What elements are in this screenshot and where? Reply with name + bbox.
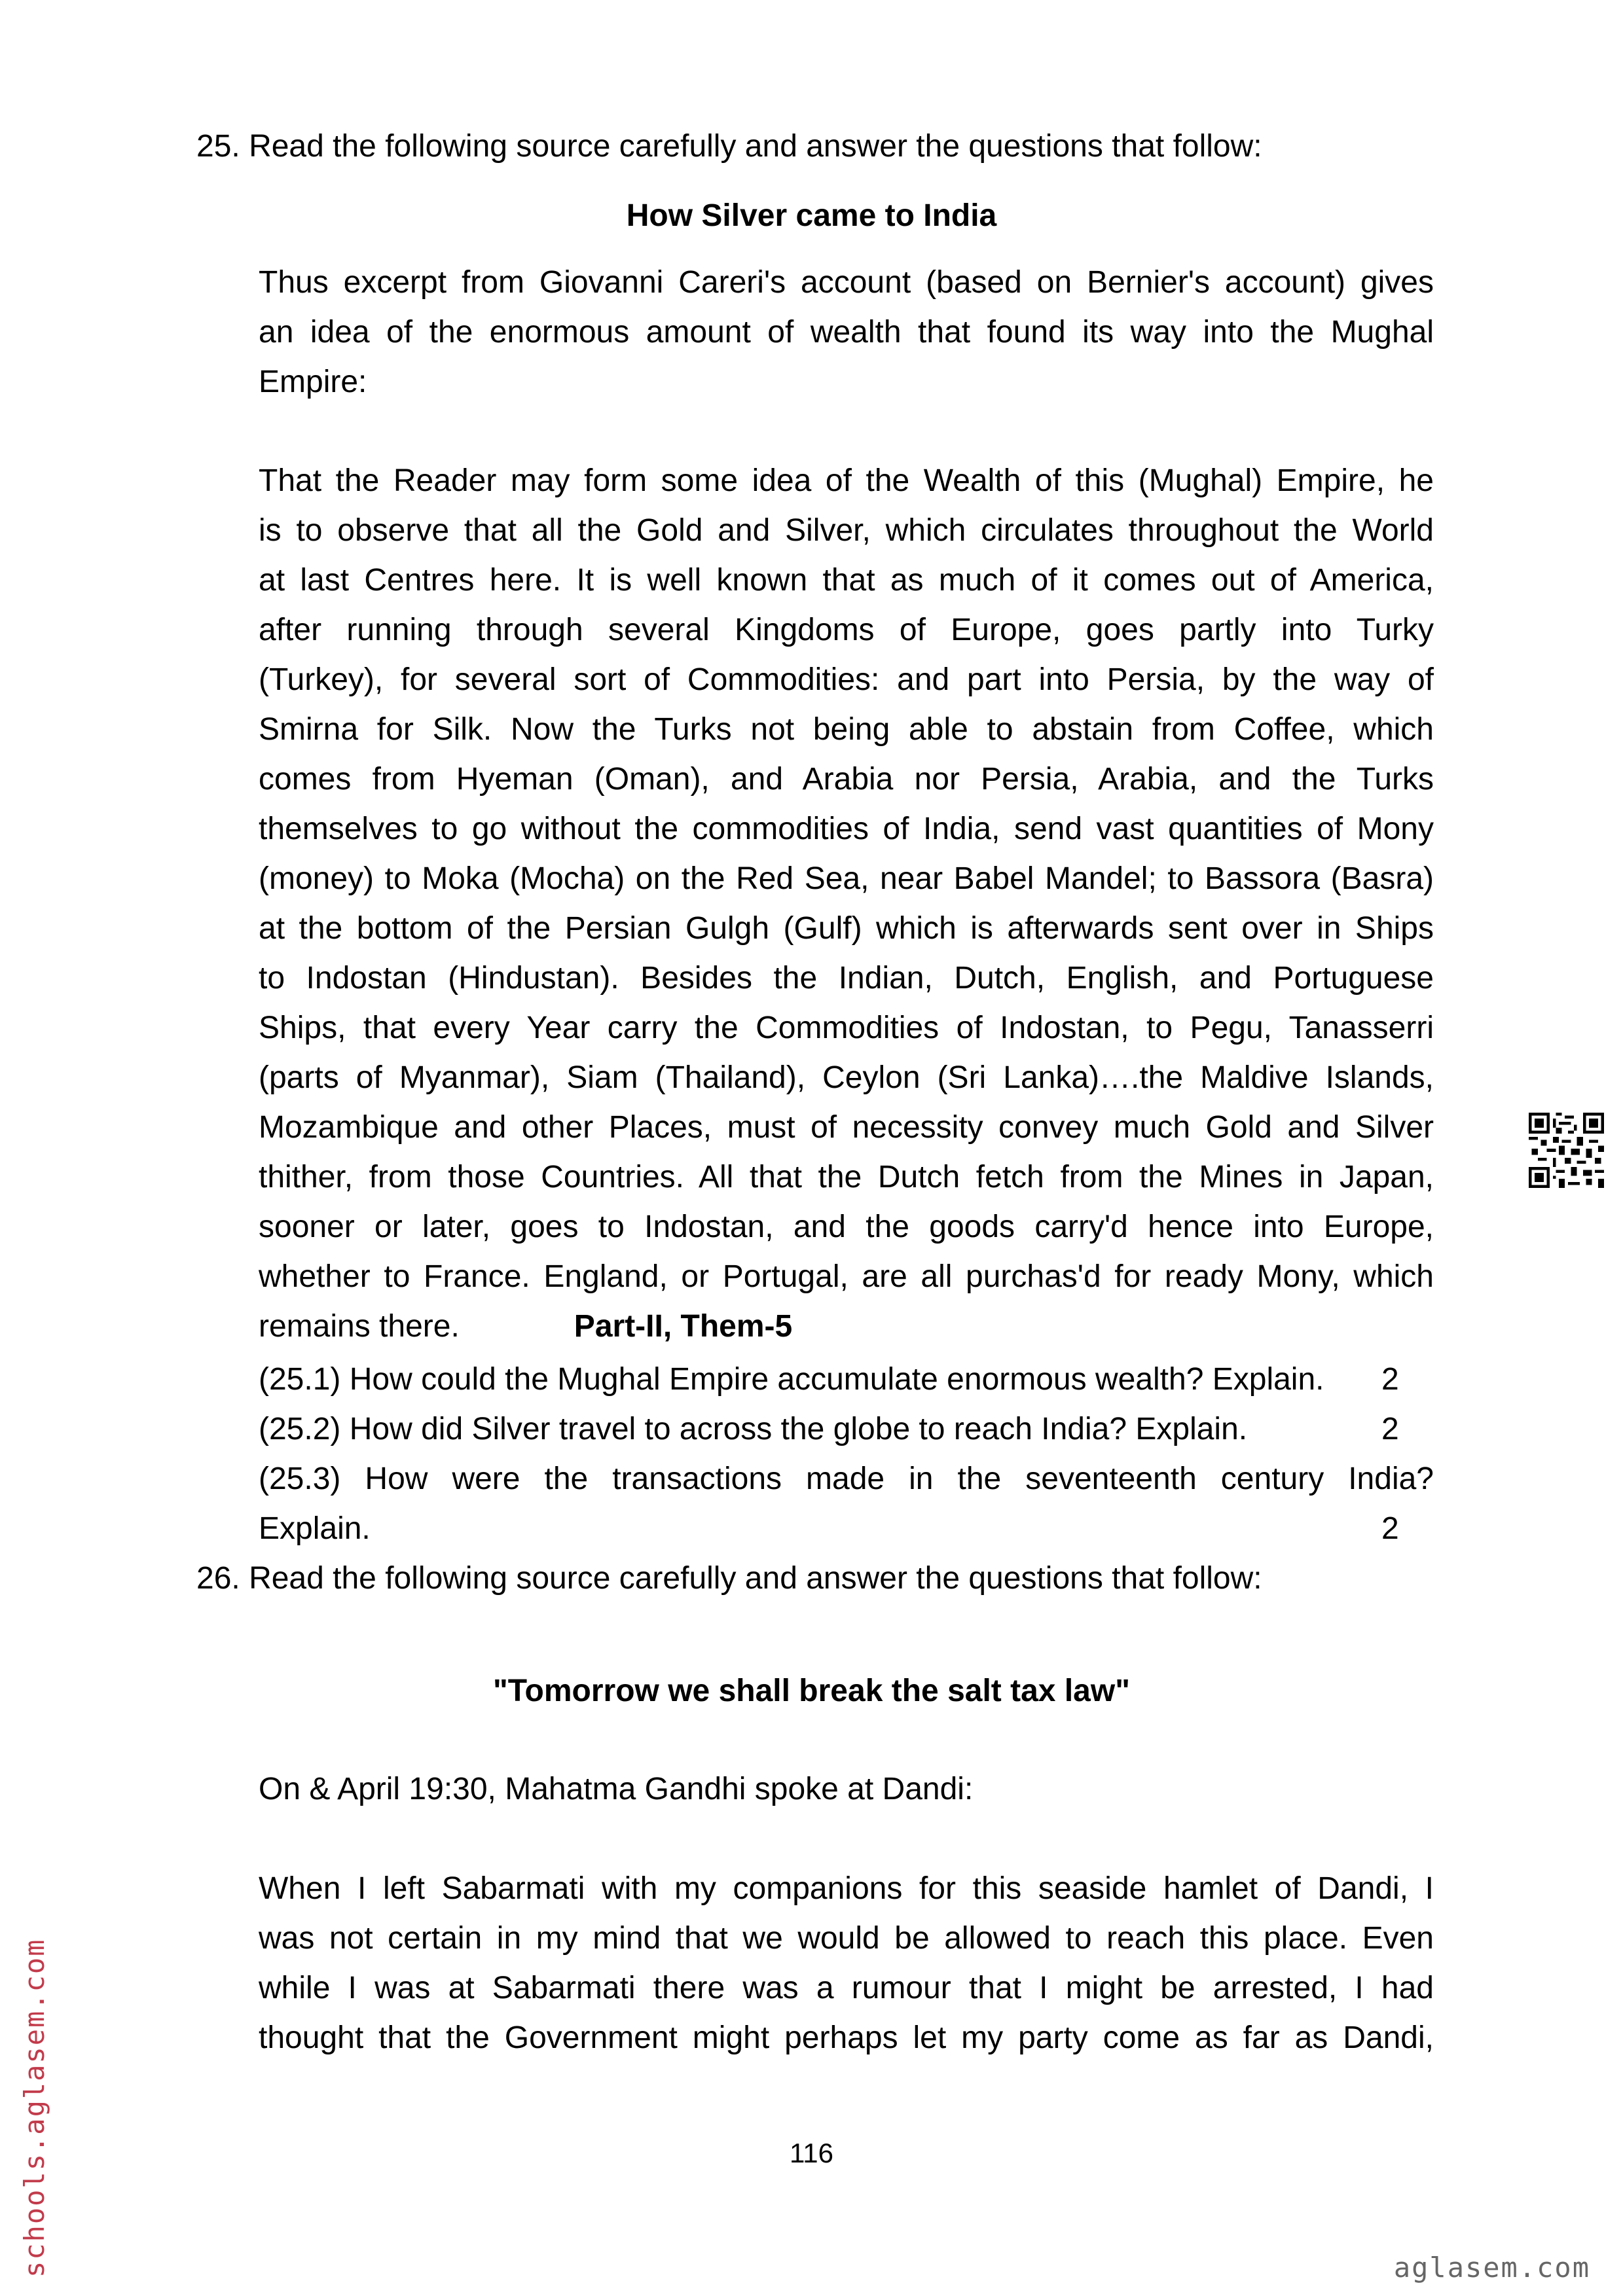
q26-intro: 26. Read the following source carefully and answer the questions that follow: [196,1561,1262,1596]
q25-question-2-marks: 2 [1381,1412,1399,1446]
q25-passage-line: That the Reader may form some idea of the Wealth of this (Mughal) Empire, he [259,463,1434,498]
q25-question-1-marks: 2 [1381,1362,1399,1397]
q26-passage-line: was not certain in my mind that we would be allowed to reach this place. Even [259,1921,1434,1956]
q26-context: On & April 19:30, Mahatma Gandhi spoke at Dandi: [259,1772,974,1806]
q25-context-line: Empire: [259,365,367,399]
q25-passage-line: comes from Hyeman (Oman), and Arabia nor Persia, Arabia, and the Turks [259,762,1434,797]
q25-passage-line: Ships, that every Year carry the Commodities of Indostan, to Pegu, Tanasserri [259,1011,1434,1045]
q25-passage-line: at last Centres here. It is well known that as much of it comes out of America, [259,563,1434,598]
q25-intro: 25. Read the following source carefully and answer the questions that follow: [196,129,1262,164]
q25-question-3-cont: Explain. [259,1511,371,1546]
q25-passage-line: themselves to go without the commodities of India, send vast quantities of Mony [259,812,1434,846]
q25-passage-line: after running through several Kingdoms of Europe, goes partly into Turky [259,613,1434,647]
q25-source-ref: Part-II, Them-5 [574,1309,793,1344]
q25-question-3-marks: 2 [1381,1511,1399,1546]
q25-passage-line: whether to France. England, or Portugal, are all purchas'd for ready Mony, which [259,1259,1434,1294]
q25-question-3: (25.3) How were the transactions made in the seventeenth century India? [259,1462,1434,1496]
q25-passage-line: Mozambique and other Places, must of necessity convey much Gold and Silver [259,1110,1434,1145]
q25-passage-line: is to observe that all the Gold and Silver, which circulates throughout the World [259,513,1434,548]
watermark-left: schools.aglasem.com [18,1938,50,2278]
page-number: 116 [790,2138,833,2168]
q25-question-1: (25.1) How could the Mughal Empire accumulate enormous wealth? Explain. [259,1362,1324,1397]
q25-passage-line: (money) to Moka (Mocha) on the Red Sea, near Babel Mandel; to Bassora (Basra) [259,861,1434,896]
q25-passage-line: to Indostan (Hindustan). Besides the Indian, Dutch, English, and Portuguese [259,961,1434,996]
q25-passage-end: remains there. [259,1309,460,1344]
q25-passage-line: thither, from those Countries. All that the Dutch fetch from the Mines in Japan, [259,1160,1434,1194]
qr-code-icon [1529,1113,1604,1188]
q25-passage-line: sooner or later, goes to Indostan, and the goods carry'd hence into Europe, [259,1210,1434,1244]
q26-passage-line: while I was at Sabarmati there was a rumour that I might be arrested, I had [259,1971,1434,2005]
q26-title: "Tomorrow we shall break the salt tax law" [493,1674,1130,1708]
q26-passage-line: thought that the Government might perhaps let my party come as far as Dandi, [259,2020,1434,2055]
watermark-right: aglasem.com [1393,2251,1590,2284]
q25-title: How Silver came to India [626,198,997,233]
q25-passage-end-line [259,1302,1434,1352]
q25-context-line: Thus excerpt from Giovanni Careri's account (based on Bernier's account) gives [259,265,1434,300]
q25-passage-line: at the bottom of the Persian Gulgh (Gulf) which is afterwards sent over in Ships [259,911,1434,946]
q25-passage-line: (parts of Myanmar), Siam (Thailand), Ceylon (Sri Lanka)….the Maldive Islands, [259,1060,1434,1095]
q25-passage-line: Smirna for Silk. Now the Turks not being able to abstain from Coffee, which [259,712,1434,747]
q26-passage-line: When I left Sabarmati with my companions for this seaside hamlet of Dandi, I [259,1871,1434,1906]
q25-passage-line: (Turkey), for several sort of Commodities: and part into Persia, by the way of [259,662,1434,697]
q25-question-2: (25.2) How did Silver travel to across the globe to reach India? Explain. [259,1412,1248,1446]
q25-context-line: an idea of the enormous amount of wealth that found its way into the Mughal [259,315,1434,350]
